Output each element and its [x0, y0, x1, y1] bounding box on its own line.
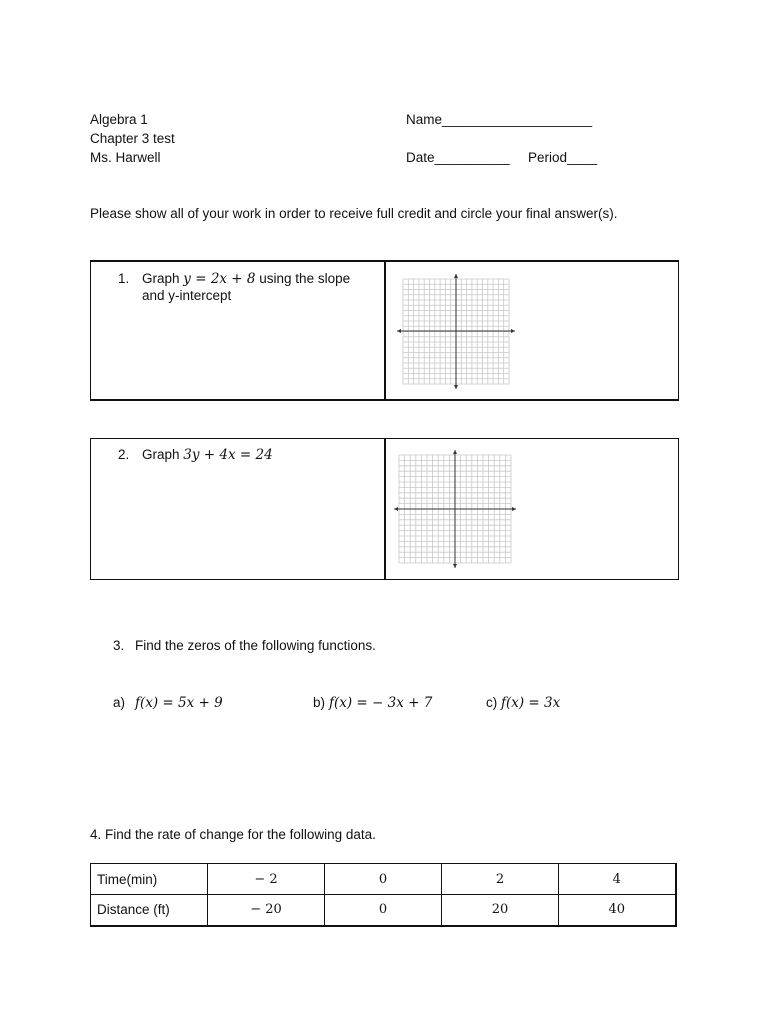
table-cell: 20	[442, 895, 559, 926]
teacher-name: Ms. Harwell	[90, 150, 161, 165]
row-header-distance: Distance (ft)	[91, 895, 208, 926]
row-header-time: Time(min)	[91, 864, 208, 895]
instructions: Please show all of your work in order to receive full credit and circle your final answer(s).	[90, 206, 618, 221]
question-3b-label: b)	[313, 695, 326, 710]
table-cell: 2	[442, 864, 559, 895]
table-row	[91, 895, 676, 926]
table-cell: − 20	[208, 895, 325, 926]
question-3a-label: a)	[113, 695, 126, 710]
rate-of-change-table	[90, 863, 677, 927]
test-title: Chapter 3 test	[90, 131, 175, 146]
name-field[interactable]: Name____________________	[406, 112, 593, 127]
question-3-text: Find the zeros of the following functions.	[135, 638, 376, 653]
question-4-text: 4. Find the rate of change for the following data.	[90, 827, 376, 842]
question-2-prefix: Graph	[142, 447, 180, 462]
question-2-number: 2.	[118, 447, 130, 462]
table-cell: 0	[325, 895, 442, 926]
question-1-line2: and y-intercept	[142, 288, 232, 303]
question-1-prefix: Graph	[142, 271, 180, 286]
table-cell: 0	[325, 864, 442, 895]
table-cell: 40	[559, 895, 676, 926]
table-row	[91, 864, 676, 895]
question-3b-expression: f(x) = − 3x + 7	[329, 695, 433, 711]
question-1-text	[142, 271, 350, 287]
question-3a-expression: f(x) = 5x + 9	[135, 695, 223, 711]
question-3c-expression: f(x) = 3x	[501, 695, 561, 711]
coordinate-grid-2[interactable]	[392, 448, 519, 570]
coordinate-grid-1[interactable]	[395, 272, 519, 392]
course-title: Algebra 1	[90, 112, 148, 127]
question-2-equation: 3y + 4x = 24	[183, 447, 273, 463]
question-3-number: 3.	[113, 638, 125, 653]
question-2-text	[142, 447, 273, 463]
question-1-suffix: using the slope	[259, 271, 351, 286]
question-3c-label: c)	[486, 695, 498, 710]
table-cell: 4	[559, 864, 676, 895]
question-1-equation: y = 2x + 8	[183, 271, 256, 287]
question-1-number: 1.	[118, 271, 130, 286]
period-field[interactable]: Period____	[528, 150, 598, 165]
table-cell: − 2	[208, 864, 325, 895]
question-2-divider	[384, 439, 386, 579]
date-field[interactable]: Date__________	[406, 150, 510, 165]
question-1-divider	[384, 261, 386, 400]
